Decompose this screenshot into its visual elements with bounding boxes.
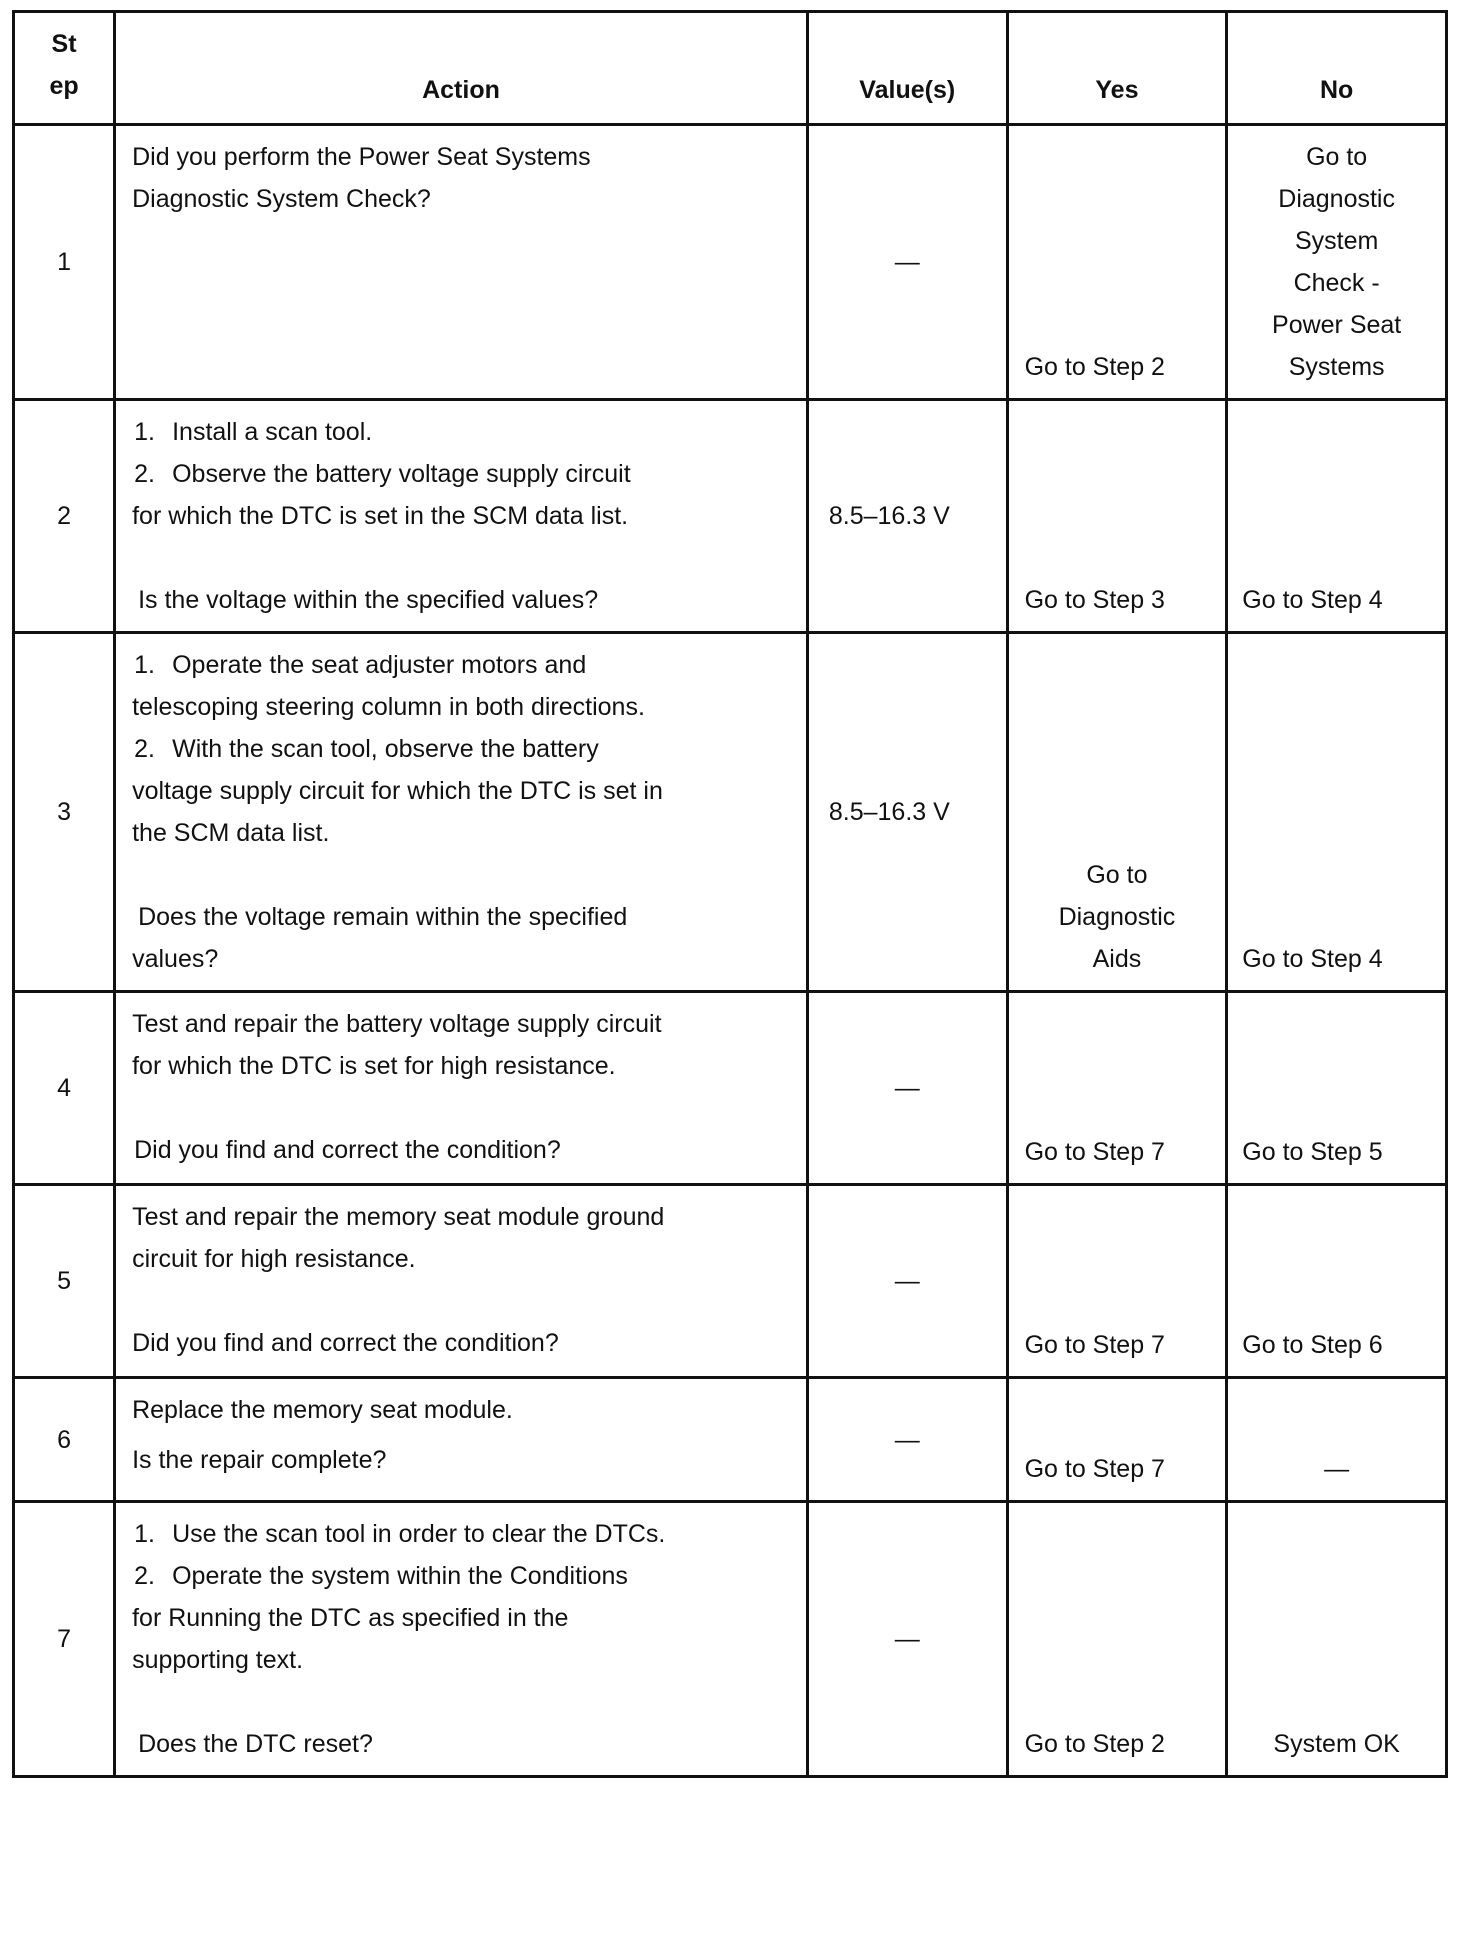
value-cell: — — [807, 1378, 1007, 1502]
no-line: Check - — [1293, 269, 1380, 297]
value-cell: — — [807, 992, 1007, 1185]
action-line: Diagnostic System Check? — [132, 185, 431, 213]
table-row — [14, 1378, 1447, 1502]
item-number: 2. — [134, 735, 155, 763]
item-text: telescoping steering column in both directions. — [132, 693, 645, 721]
action-item — [132, 1555, 790, 1597]
item-text: for Running the DTC as specified in the — [132, 1604, 569, 1632]
item-text: Operate the system within the Conditions — [172, 1562, 628, 1590]
table-row — [14, 125, 1447, 400]
value-cell: — — [807, 1502, 1007, 1777]
table-row — [14, 1502, 1447, 1777]
action-text — [132, 136, 790, 220]
action-cell — [115, 400, 808, 633]
header-step-line2: ep — [49, 72, 79, 100]
no-cell: System OK — [1227, 1502, 1447, 1777]
item-number: 1. — [134, 651, 155, 679]
action-line: Did you perform the Power Seat Systems — [132, 143, 591, 171]
item-text: Operate the seat adjuster motors and — [172, 651, 587, 679]
spacer — [132, 1280, 790, 1322]
step-number: 4 — [14, 992, 115, 1185]
item-text: Install a scan tool. — [172, 418, 373, 446]
action-line: Test and repair the memory seat module ground — [132, 1203, 665, 1231]
action-line: for which the DTC is set for high resistance. — [132, 1052, 616, 1080]
item-number: 1. — [134, 1520, 155, 1548]
question-text: Did you find and correct the condition? — [132, 1329, 559, 1357]
item-text: supporting text. — [132, 1646, 304, 1674]
spacer — [132, 1087, 790, 1129]
step-number: 7 — [14, 1502, 115, 1777]
yes-line: Diagnostic — [1058, 903, 1176, 931]
action-cell — [115, 1378, 808, 1502]
action-item — [132, 728, 790, 770]
no-line: System — [1294, 227, 1379, 255]
step-number: 5 — [14, 1185, 115, 1378]
question-text: Does the voltage remain within the specified — [138, 903, 628, 931]
yes-cell: Go to Step 7 — [1007, 992, 1227, 1185]
action-item — [132, 453, 790, 495]
item-number: 2. — [134, 1562, 155, 1590]
yes-cell: Go to Step 2 — [1007, 1502, 1227, 1777]
question-text: Is the voltage within the specified values? — [138, 586, 599, 614]
no-cell: Go to Step 6 — [1227, 1185, 1447, 1378]
no-cell: Go to Step 4 — [1227, 633, 1447, 992]
no-line: Power Seat — [1272, 311, 1402, 339]
spacer — [132, 1431, 790, 1439]
item-text: for which the DTC is set in the SCM data list. — [132, 502, 629, 530]
header-action: Action — [115, 12, 808, 125]
header-yes: Yes — [1007, 12, 1227, 125]
action-cell — [115, 992, 808, 1185]
item-text: the SCM data list. — [132, 819, 330, 847]
header-step-line1: St — [51, 30, 77, 58]
action-cell — [115, 1185, 808, 1378]
value-cell: — — [807, 1185, 1007, 1378]
value-cell: 8.5–16.3 V — [807, 400, 1007, 633]
action-line: Test and repair the battery voltage supply circuit — [132, 1010, 662, 1038]
item-number: 2. — [134, 460, 155, 488]
action-item — [132, 644, 790, 686]
action-item — [132, 411, 790, 453]
diagnostic-table — [12, 10, 1448, 1778]
item-text: voltage supply circuit for which the DTC is set in — [132, 777, 663, 805]
question-text: Does the DTC reset? — [138, 1730, 373, 1758]
question-text: Did you find and correct the condition? — [134, 1136, 561, 1164]
item-text: Observe the battery voltage supply circuit — [172, 460, 631, 488]
no-line: Go to — [1306, 143, 1368, 171]
no-cell: Go to Step 5 — [1227, 992, 1447, 1185]
value-cell: — — [807, 125, 1007, 400]
spacer — [132, 854, 790, 896]
value-cell: 8.5–16.3 V — [807, 633, 1007, 992]
no-line: Diagnostic — [1278, 185, 1395, 213]
yes-cell: Go to Step 7 — [1007, 1185, 1227, 1378]
header-step — [14, 12, 115, 125]
table-row — [14, 1185, 1447, 1378]
no-cell: Go to Step 4 — [1227, 400, 1447, 633]
step-number: 6 — [14, 1378, 115, 1502]
step-number: 3 — [14, 633, 115, 992]
step-number: 1 — [14, 125, 115, 400]
item-text: With the scan tool, observe the battery — [172, 735, 599, 763]
yes-line: Aids — [1092, 945, 1142, 973]
action-cell — [115, 633, 808, 992]
spacer — [132, 537, 790, 579]
action-cell — [115, 1502, 808, 1777]
header-values: Value(s) — [807, 12, 1007, 125]
spacer — [132, 1681, 790, 1723]
yes-cell: Go to Step 2 — [1007, 125, 1227, 400]
item-text: Use the scan tool in order to clear the DTCs. — [172, 1520, 666, 1548]
yes-cell: Go to Step 7 — [1007, 1378, 1227, 1502]
question-text: Is the repair complete? — [132, 1446, 387, 1474]
action-item — [132, 1513, 790, 1555]
table-row — [14, 992, 1447, 1185]
yes-cell — [1007, 633, 1227, 992]
step-number: 2 — [14, 400, 115, 633]
action-line: Replace the memory seat module. — [132, 1396, 513, 1424]
action-line: circuit for high resistance. — [132, 1245, 416, 1273]
question-text: values? — [132, 945, 219, 973]
table-row — [14, 633, 1447, 992]
table-row — [14, 400, 1447, 633]
item-number: 1. — [134, 418, 155, 446]
no-cell: — — [1227, 1378, 1447, 1502]
no-line: Systems — [1288, 353, 1385, 381]
yes-cell: Go to Step 3 — [1007, 400, 1227, 633]
header-no: No — [1227, 12, 1447, 125]
no-cell — [1227, 125, 1447, 400]
yes-line: Go to — [1086, 861, 1148, 889]
action-cell — [115, 125, 808, 400]
header-row — [14, 12, 1447, 125]
